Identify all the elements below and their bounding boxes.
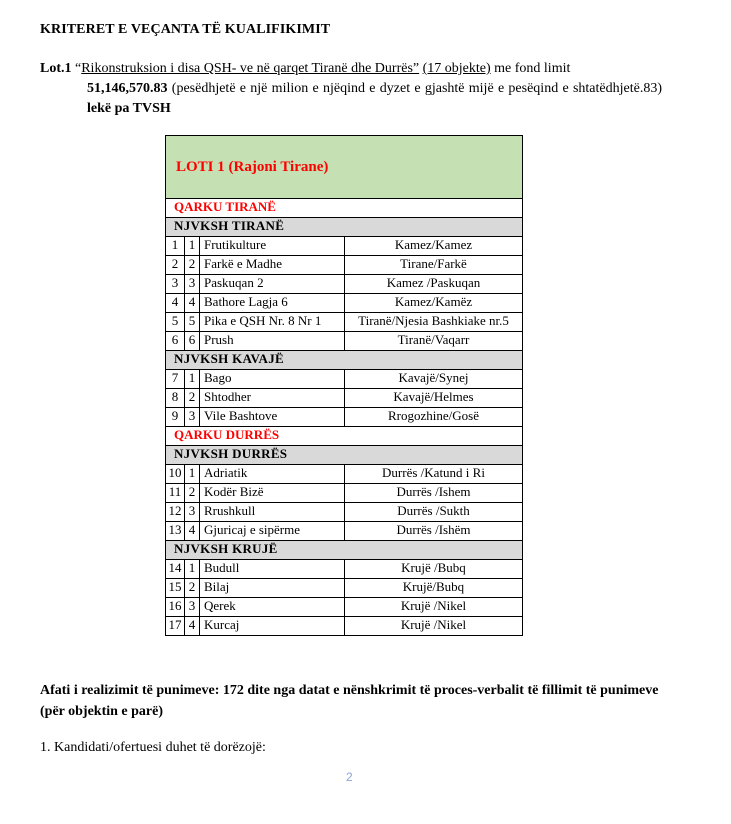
row-sub-number: 1 <box>185 370 200 389</box>
row-sub-number: 2 <box>185 389 200 408</box>
table-row <box>166 522 523 541</box>
object-name: Adriatik <box>200 465 345 484</box>
object-name: Budull <box>200 560 345 579</box>
lot-fund-label: me fond limit <box>494 61 571 76</box>
row-sub-number: 1 <box>185 237 200 256</box>
table-row <box>166 275 523 294</box>
row-sub-number: 5 <box>185 313 200 332</box>
object-location: Durrës /Sukth <box>345 503 523 522</box>
lot-description <box>40 59 662 119</box>
row-number: 12 <box>166 503 185 522</box>
object-name: Qerek <box>200 598 345 617</box>
object-name: Kurcaj <box>200 617 345 636</box>
lot-vat-suffix: lekë pa TVSH <box>87 101 171 116</box>
njvksh-label: NJVKSH DURRËS <box>166 446 523 465</box>
table-row <box>166 237 523 256</box>
object-name: Vile Bashtove <box>200 408 345 427</box>
njvksh-row <box>166 218 523 237</box>
object-location: Krujë /Bubq <box>345 560 523 579</box>
lot-quote-open: “ <box>75 61 82 76</box>
qarku-label: QARKU DURRËS <box>166 427 523 446</box>
table-row <box>166 503 523 522</box>
object-location: Kavajë/Synej <box>345 370 523 389</box>
lot-table-header: LOTI 1 (Rajoni Tirane) <box>166 136 523 199</box>
lot-amount-words: (pesëdhjetë e një milion e njëqind e dyzet e gjashtë mijë e pesëqind e shtatëdhjetë.83) <box>171 81 662 96</box>
table-row <box>166 256 523 275</box>
row-number: 13 <box>166 522 185 541</box>
qarku-label: QARKU TIRANË <box>166 199 523 218</box>
row-number: 14 <box>166 560 185 579</box>
deadline-note: Afati i realizimit të punimeve: 172 dite nga datat e nënshkrimit të proces-verbalit të fillimit të punimeve (për objektin e parë) <box>40 683 659 719</box>
object-name: Bago <box>200 370 345 389</box>
row-number: 8 <box>166 389 185 408</box>
lot-amount-line <box>40 79 662 119</box>
njvksh-row <box>166 446 523 465</box>
row-sub-number: 4 <box>185 294 200 313</box>
lot-object-count: (17 objekte) <box>422 61 491 76</box>
qarku-row <box>166 199 523 218</box>
row-sub-number: 4 <box>185 617 200 636</box>
njvksh-label: NJVKSH KAVAJË <box>166 351 523 370</box>
table-row <box>166 617 523 636</box>
row-sub-number: 3 <box>185 503 200 522</box>
row-sub-number: 2 <box>185 579 200 598</box>
requirement-item: 1. Kandidati/ofertuesi duhet të dorëzojë: <box>40 740 266 755</box>
object-location: Kamez/Kamëz <box>345 294 523 313</box>
row-number: 7 <box>166 370 185 389</box>
row-number: 1 <box>166 237 185 256</box>
row-sub-number: 3 <box>185 408 200 427</box>
page-number: 2 <box>346 770 353 784</box>
object-location: Tiranë/Vaqarr <box>345 332 523 351</box>
object-location: Krujë /Nikel <box>345 617 523 636</box>
table-row <box>166 408 523 427</box>
row-number: 9 <box>166 408 185 427</box>
object-name: Farkë e Madhe <box>200 256 345 275</box>
lot-title: Rikonstruksion i disa QSH- ve në qarqet Tiranë dhe Durrës” <box>81 61 420 76</box>
row-number: 5 <box>166 313 185 332</box>
object-name: Paskuqan 2 <box>200 275 345 294</box>
object-location: Krujë/Bubq <box>345 579 523 598</box>
object-name: Bilaj <box>200 579 345 598</box>
row-sub-number: 1 <box>185 560 200 579</box>
row-sub-number: 1 <box>185 465 200 484</box>
object-name: Rrushkull <box>200 503 345 522</box>
row-sub-number: 6 <box>185 332 200 351</box>
row-number: 11 <box>166 484 185 503</box>
table-row <box>166 560 523 579</box>
row-sub-number: 3 <box>185 275 200 294</box>
object-location: Tiranë/Njesia Bashkiake nr.5 <box>345 313 523 332</box>
row-number: 2 <box>166 256 185 275</box>
njvksh-label: NJVKSH KRUJË <box>166 541 523 560</box>
row-number: 10 <box>166 465 185 484</box>
object-name: Shtodher <box>200 389 345 408</box>
lot-objects-table <box>165 135 523 636</box>
row-number: 6 <box>166 332 185 351</box>
row-sub-number: 3 <box>185 598 200 617</box>
row-number: 16 <box>166 598 185 617</box>
object-location: Krujë /Nikel <box>345 598 523 617</box>
qarku-row <box>166 427 523 446</box>
object-name: Pika e QSH Nr. 8 Nr 1 <box>200 313 345 332</box>
row-sub-number: 2 <box>185 484 200 503</box>
object-location: Rrogozhine/Gosë <box>345 408 523 427</box>
object-name: Prush <box>200 332 345 351</box>
njvksh-row <box>166 351 523 370</box>
row-number: 4 <box>166 294 185 313</box>
row-number: 17 <box>166 617 185 636</box>
object-location: Durrës /Ishem <box>345 484 523 503</box>
table-row <box>166 313 523 332</box>
table-row <box>166 370 523 389</box>
njvksh-row <box>166 541 523 560</box>
object-name: Frutikulture <box>200 237 345 256</box>
object-location: Kamez/Kamez <box>345 237 523 256</box>
table-row <box>166 484 523 503</box>
table-row <box>166 465 523 484</box>
row-number: 15 <box>166 579 185 598</box>
table-row <box>166 389 523 408</box>
object-name: Gjuricaj e sipërme <box>200 522 345 541</box>
row-number: 3 <box>166 275 185 294</box>
njvksh-label: NJVKSH TIRANË <box>166 218 523 237</box>
table-row <box>166 598 523 617</box>
table-row <box>166 579 523 598</box>
table-row <box>166 332 523 351</box>
object-location: Kamez /Paskuqan <box>345 275 523 294</box>
section-heading: KRITERET E VEÇANTA TË KUALIFIKIMIT <box>40 22 331 37</box>
object-location: Tirane/Farkë <box>345 256 523 275</box>
lot-amount: 51,146,570.83 <box>87 81 168 96</box>
lot-label: Lot.1 <box>40 61 72 76</box>
object-name: Bathore Lagja 6 <box>200 294 345 313</box>
table-header-row <box>166 136 523 199</box>
object-location: Durrës /Ishëm <box>345 522 523 541</box>
object-name: Kodër Bizë <box>200 484 345 503</box>
row-sub-number: 4 <box>185 522 200 541</box>
object-location: Durrës /Katund i Ri <box>345 465 523 484</box>
row-sub-number: 2 <box>185 256 200 275</box>
table-row <box>166 294 523 313</box>
object-location: Kavajë/Helmes <box>345 389 523 408</box>
